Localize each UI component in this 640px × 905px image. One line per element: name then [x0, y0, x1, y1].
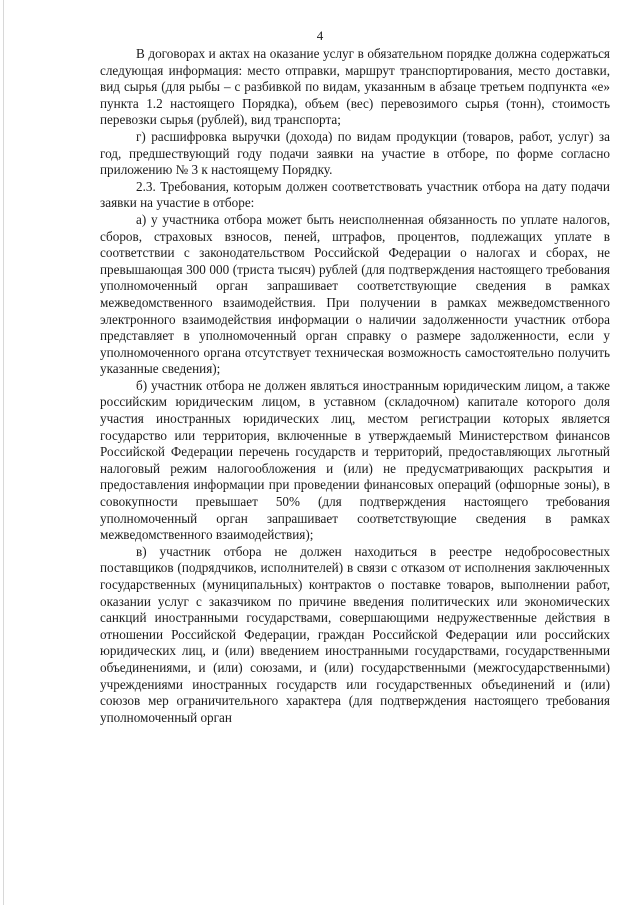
page-number: 4 — [316, 28, 324, 43]
paragraph-item-v: в) участник отбора не должен находиться в реестре недобросовестных поставщиков (подрядчиков, исполнителей) в связи с отказом от исполнения заключенных государственных (муниципальных) контрактов о поставке товаров, выполнении работ, оказании услуг с заказчиком по причине введения политических или экономических санкций иностранными государствами, совершающими недружественные действия в отношении Российской Федерации, граждан Российской Федерации или российских юридических лиц, и (или) введением иностранными государствами, государственными объединениями, и (или) союзами, и (или) государственными (межгосударственными) учреждениями иностранных государств или государственных объединений и (или) союзов мер ограничительного характера (для подтверждения настоящего требования уполномоченный орган — [100, 543, 610, 725]
paragraph-item-b: б) участник отбора не должен являться иностранным юридическим лицом, а также российским юридическим лицом, в уставном (складочном) капитале которого доля участия иностранных юридических лиц, местом регистрации которых является государство или территория, включенные в утверждаемый Министерством финансов Российской Федерации перечень государств и территорий, предоставляющих льготный налоговый режим налогообложения и (или) не предусматривающих раскрытия и предоставления информации при проведении финансовых операций (офшорные зоны), в совокупности превышает 50% (для подтверждения настоящего требования уполномоченный орган запрашивает соответствующие сведения в рамках межведомственного взаимодействия); — [100, 377, 610, 543]
paragraph-item-a: а) у участника отбора может быть неисполненная обязанность по уплате налогов, сборов, страховых взносов, пеней, штрафов, процентов, подлежащих уплате в соответствии с законодательством Российской Федерации о налогах и сборах, не превышающая 300 000 (триста тысяч) рублей (для подтверждения настоящего требования уполномоченный орган запрашивает соответствующие сведения в рамках межведомственного взаимодействия. При получении в рамках межведомственного электронного взаимодействия информации о наличии задолженности участник отбора представляет в уполномоченный орган справку о размере задолженности, если у уполномоченного органа отсутствует техническая возможность самостоятельно получить указанные сведения); — [100, 211, 610, 377]
document-body — [100, 46, 610, 726]
paragraph-item-g: г) расшифровка выручки (дохода) по видам продукции (товаров, работ, услуг) за год, предшествующий году подачи заявки на участие в отборе, по форме согласно приложению № 3 к настоящему Порядку. — [100, 128, 610, 178]
paragraph-section-2-3: 2.3. Требования, которым должен соответствовать участник отбора на дату подачи заявки на участие в отборе: — [100, 178, 610, 211]
paragraph-contract-requirements: В договорах и актах на оказание услуг в обязательном порядке должна содержаться следующая информация: место отправки, маршрут транспортирования, место доставки, вид сырья (для рыбы – с разбивкой по видам, указанным в абзаце третьем подпункта «е» пункта 1.2 настоящего Порядка), объем (вес) перевозимого сырья (тонн), стоимость перевозки сырья (рублей), вид транспорта; — [100, 46, 610, 128]
scan-edge-line — [3, 0, 4, 905]
